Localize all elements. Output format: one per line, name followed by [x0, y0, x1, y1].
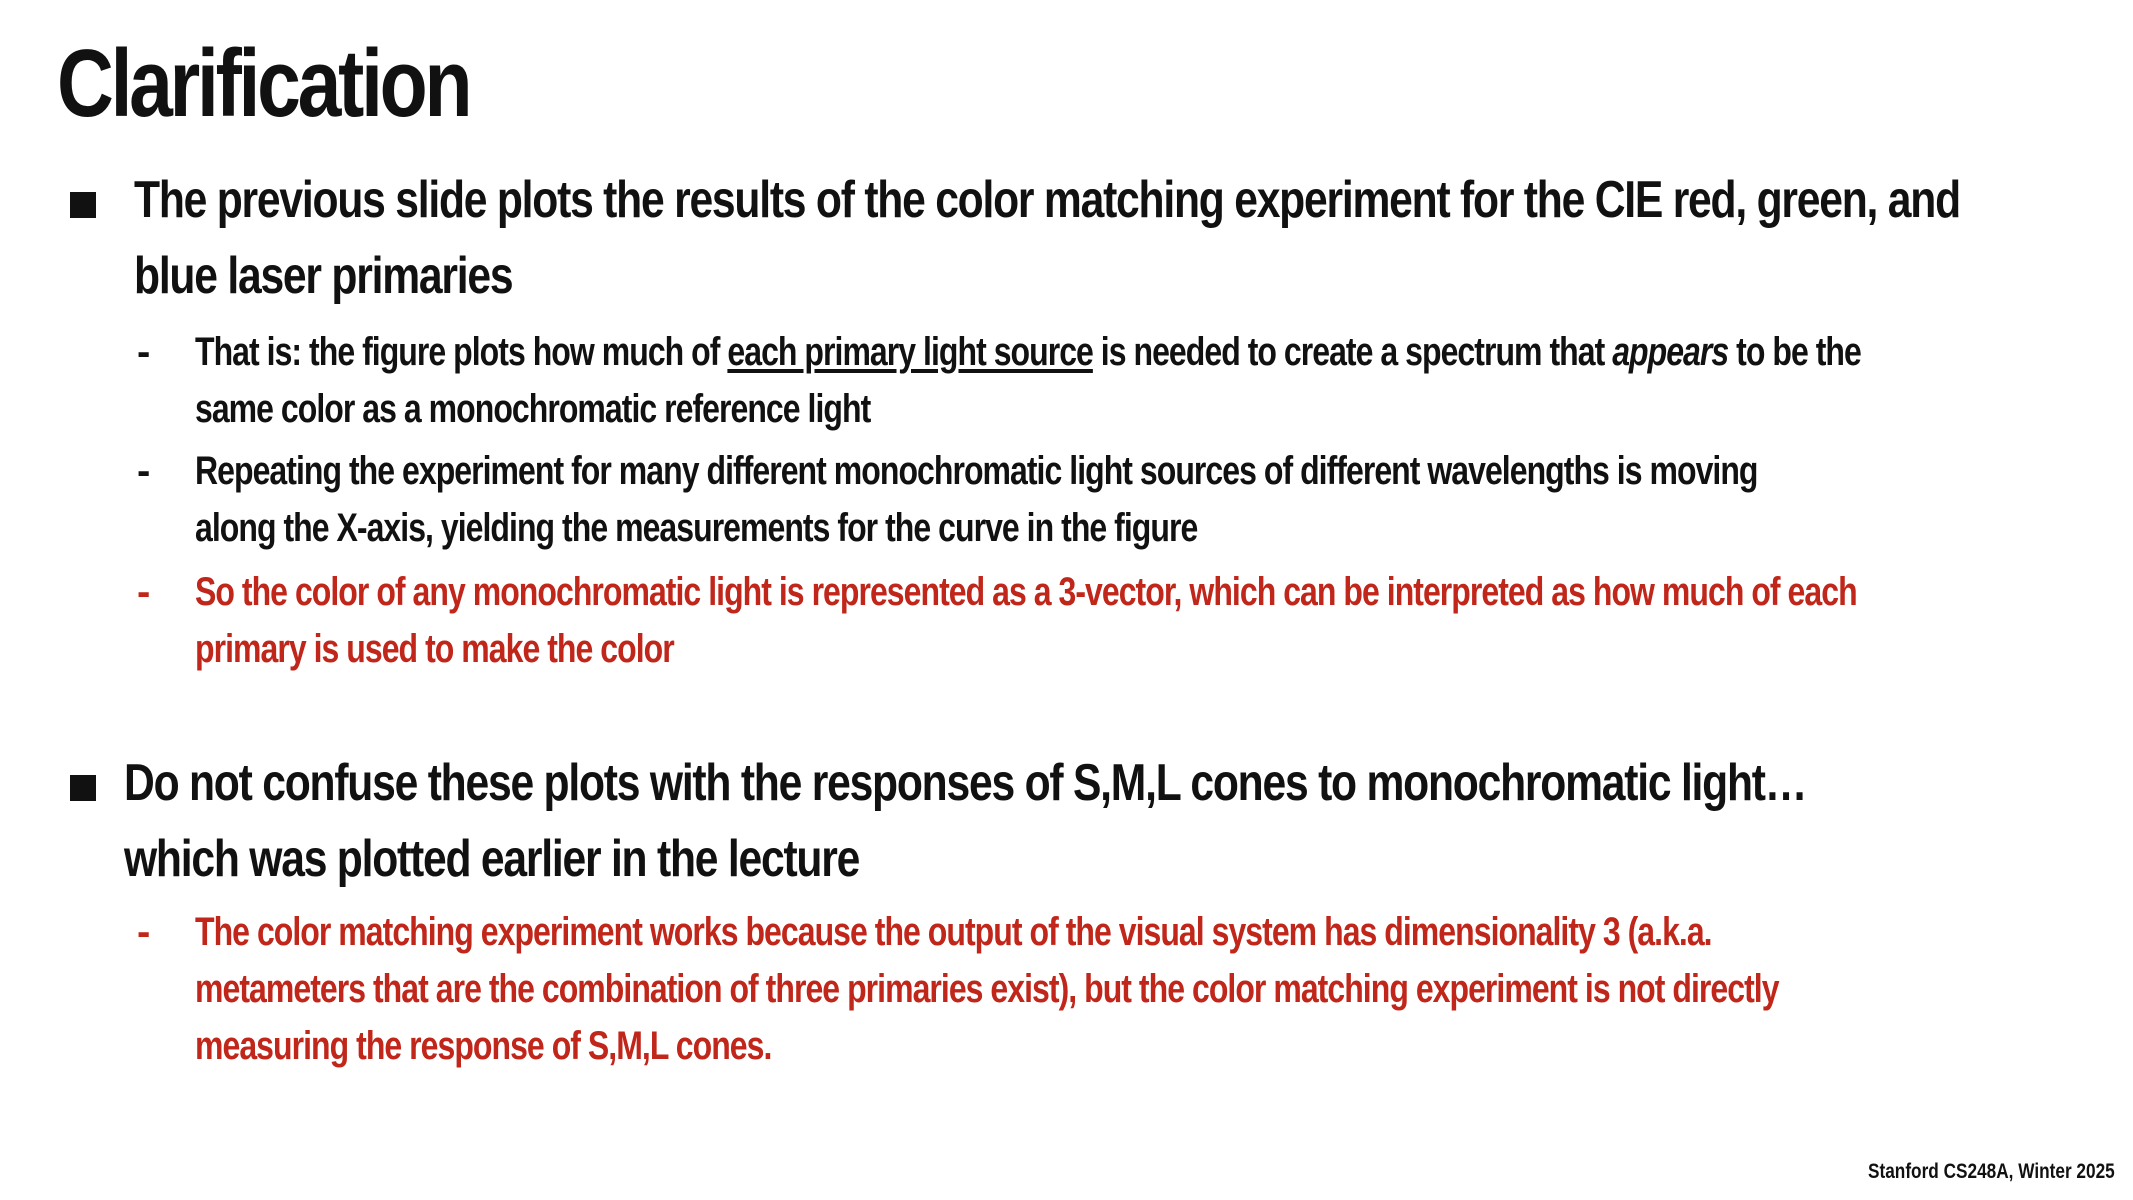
footer-course-label: Stanford CS248A, Winter 2025	[1868, 1160, 2115, 1183]
bullet-1	[70, 162, 2133, 314]
dash-marker: -	[137, 910, 151, 954]
black-square-bullet-icon	[70, 192, 96, 218]
sub-bullet-1-2-text: Repeating the experiment for many different monochromatic light sources of different wavelengths is moving along the X-axis, yielding the measurements for the curve in the figure	[195, 449, 1758, 550]
bullet-2	[70, 745, 2133, 897]
sub-bullet-2-1-text: The color matching experiment works because the output of the visual system has dimensionality 3 (a.k.a. metameters that are the combination of three primaries exist), but the color matching experiment is not directly measuring the response of S,M,L cones.	[195, 910, 1779, 1068]
sub-bullet-1-2	[137, 443, 2133, 557]
italic-word: appears	[1612, 330, 1729, 374]
text-segment: That is: the figure plots how much of	[195, 330, 728, 374]
black-square-bullet-icon	[70, 775, 96, 801]
sub-bullet-1-1	[137, 324, 2133, 438]
dash-marker: -	[137, 330, 151, 374]
slide-title: Clarification	[57, 30, 470, 137]
dash-marker: -	[137, 570, 151, 614]
dash-marker: -	[137, 449, 151, 493]
underlined-phrase: each primary light source	[727, 330, 1093, 374]
bullet-2-text: Do not confuse these plots with the responses of S,M,L cones to monochromatic light… which was plotted earlier in the lecture	[124, 754, 1807, 888]
sub-bullet-1-3	[137, 564, 2133, 678]
text-segment: to be the same color as a monochromatic reference light	[195, 330, 1861, 431]
bullet-1-text: The previous slide plots the results of the color matching experiment for the CIE red, green, and blue laser primaries	[134, 171, 1960, 305]
sub-bullet-2-1	[137, 904, 2133, 1075]
sub-bullet-1-3-text: So the color of any monochromatic light is represented as a 3-vector, which can be interpreted as how much of each primary is used to make the color	[195, 570, 1857, 671]
text-segment: is needed to create a spectrum that	[1092, 330, 1613, 374]
sub-bullet-1-1-text	[195, 324, 1875, 438]
